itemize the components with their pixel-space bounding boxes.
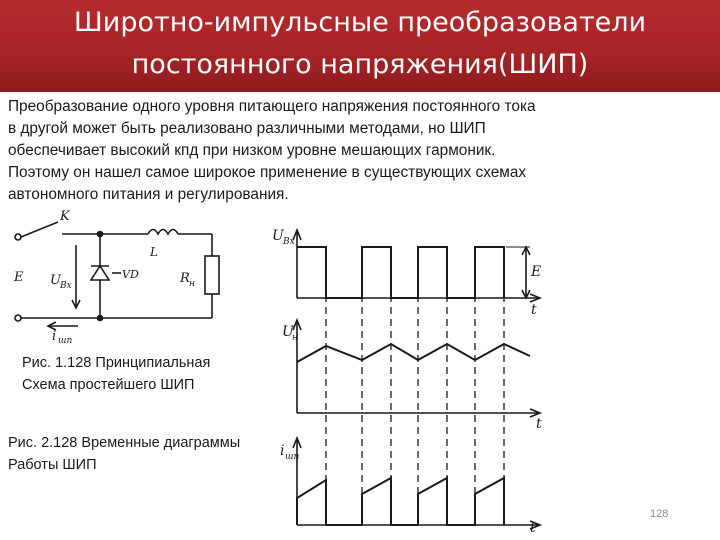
un-ripple-waveform [297, 344, 530, 362]
label-rn-sub: н [189, 279, 195, 289]
diode-vd [91, 266, 109, 280]
label-l: L [150, 245, 158, 259]
label-uvx-axis: U [272, 228, 284, 244]
resistor-rn [205, 256, 219, 294]
caption-line: Рис. 1.128 Принципиальная [22, 355, 211, 371]
ishp-current-waveform [297, 478, 504, 525]
page-number: 128 [650, 508, 669, 520]
caption-line: Схема простейшего ШИП [22, 377, 195, 393]
body-line: автономного питания и регулирования. [8, 186, 289, 203]
label-un-axis-sub: н [292, 333, 298, 343]
label-uvx-axis-sub: Вх [283, 237, 295, 247]
body-line: Поэтому он нашел самое широкое применение в существующих схемах [8, 164, 527, 181]
timing-labels [272, 228, 542, 536]
label-t-axis: t [530, 520, 536, 536]
uvx-pulse-train [297, 247, 504, 298]
slide-title-line1: Широтно-импульсные преобразователи [73, 7, 647, 38]
caption-line: Рис. 2.128 Временные диаграммы [8, 435, 241, 451]
terminal-bottom [15, 315, 21, 321]
slide-title-line2: постоянного напряжения(ШИП) [131, 49, 589, 80]
body-line: в другой может быть реализовано различными методами, но ШИП [8, 120, 486, 137]
label-ishp: i [52, 329, 57, 344]
label-uvx: U [50, 273, 61, 288]
label-e-amplitude: E [531, 264, 542, 280]
body-line: обеспечивает высокий кпд при низком уровне мешающих гармоник. [8, 142, 496, 159]
figure-2-caption [8, 432, 240, 476]
figure-1-caption [22, 352, 210, 396]
label-uvx-sub: Вх [60, 281, 72, 291]
timing-diagrams [293, 230, 540, 529]
label-un-axis: U [282, 324, 294, 340]
timing-guides [326, 247, 504, 525]
inductor-l [148, 230, 178, 235]
label-ishp-axis-sub: шп [285, 452, 300, 462]
label-t-axis: t [536, 416, 542, 432]
body-line: Преобразование одного уровня питающего напряжения постоянного тока [8, 98, 536, 115]
terminal-top [15, 234, 21, 240]
label-vd: VD [122, 268, 139, 281]
caption-line: Работы ШИП [8, 457, 97, 473]
label-e: E [14, 270, 24, 285]
switch-k [21, 222, 58, 237]
label-k: K [60, 209, 70, 224]
label-t-axis: t [531, 302, 537, 318]
label-ishp-sub: шп [58, 336, 73, 346]
label-ishp-axis: i [280, 443, 285, 459]
label-rn: R [180, 271, 190, 286]
